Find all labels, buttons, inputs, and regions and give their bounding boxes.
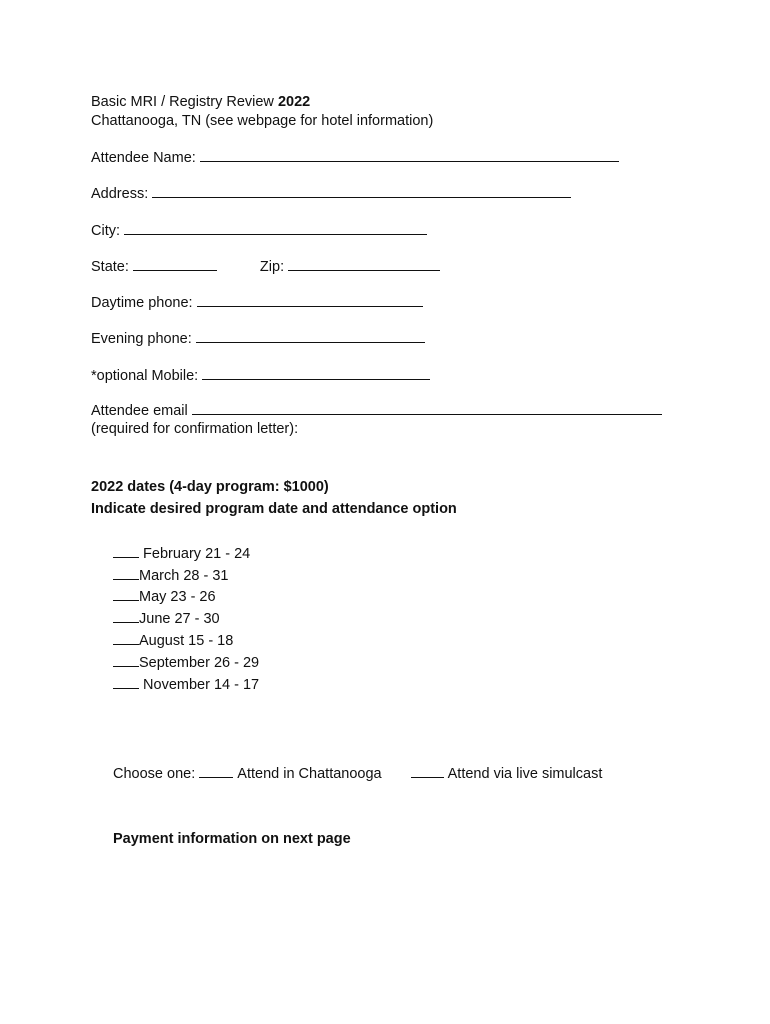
dates-heading: 2022 dates (4-day program: $1000) [91, 479, 329, 495]
date-label: June 27 - 30 [139, 611, 220, 627]
document-title [91, 93, 310, 111]
date-option[interactable] [113, 544, 250, 563]
date-checkbox-blank[interactable] [113, 609, 139, 623]
choose-one-label: Choose one: [113, 766, 200, 782]
date-label: November 14 - 17 [143, 677, 260, 693]
attendee-name-label: Attendee Name: [91, 150, 200, 166]
mobile-row [91, 366, 430, 385]
evening-phone-label: Evening phone: [91, 331, 196, 347]
email-field[interactable] [192, 401, 662, 415]
in-person-option: Attend in Chattanooga [237, 766, 382, 782]
date-option[interactable] [113, 609, 220, 628]
address-row [91, 184, 571, 203]
city-field[interactable] [124, 221, 427, 235]
daytime-phone-label: Daytime phone: [91, 295, 197, 311]
evening-phone-field[interactable] [196, 329, 425, 343]
simulcast-option: Attend via live simulcast [447, 766, 603, 782]
date-checkbox-blank[interactable] [113, 566, 139, 580]
email-note: (required for confirmation letter): [91, 421, 299, 437]
date-checkbox-blank[interactable] [113, 544, 139, 558]
title-year: 2022 [277, 94, 311, 110]
attendance-choice-row [113, 764, 602, 783]
email-label: Attendee email [91, 403, 192, 419]
date-option[interactable] [113, 631, 233, 650]
evening-phone-row [91, 329, 425, 348]
zip-label: Zip: [259, 259, 289, 275]
date-option[interactable] [113, 587, 216, 606]
attendee-name-row [91, 148, 619, 167]
state-label: State: [91, 259, 133, 275]
mobile-label: *optional Mobile: [91, 368, 203, 384]
date-label: February 21 - 24 [143, 546, 251, 562]
date-label: September 26 - 29 [139, 655, 260, 671]
daytime-phone-row [91, 293, 423, 312]
in-person-blank[interactable] [199, 764, 233, 778]
date-label: August 15 - 18 [139, 633, 234, 649]
simulcast-blank[interactable] [411, 764, 444, 778]
date-checkbox-blank[interactable] [113, 675, 139, 689]
date-option[interactable] [113, 653, 259, 672]
date-option[interactable] [113, 566, 228, 585]
address-field[interactable] [152, 184, 571, 198]
daytime-phone-field[interactable] [197, 293, 423, 307]
state-field[interactable] [133, 257, 217, 271]
date-option[interactable] [113, 675, 259, 694]
date-label: May 23 - 26 [139, 589, 216, 605]
dates-instruction: Indicate desired program date and attendance option [91, 501, 457, 517]
date-checkbox-blank[interactable] [113, 631, 139, 645]
address-label: Address: [91, 186, 153, 202]
location-line: Chattanooga, TN (see webpage for hotel information) [91, 113, 434, 129]
email-row [91, 401, 662, 420]
attendee-name-field[interactable] [200, 148, 619, 162]
city-row [91, 221, 427, 240]
mobile-field[interactable] [202, 366, 430, 380]
zip-field[interactable] [288, 257, 440, 271]
state-zip-row [91, 257, 440, 276]
date-checkbox-blank[interactable] [113, 587, 139, 601]
date-label: March 28 - 31 [139, 568, 229, 584]
city-label: City: [91, 223, 125, 239]
date-checkbox-blank[interactable] [113, 653, 139, 667]
payment-note: Payment information on next page [113, 831, 351, 847]
title-text: Basic MRI / Registry Review [91, 94, 278, 110]
